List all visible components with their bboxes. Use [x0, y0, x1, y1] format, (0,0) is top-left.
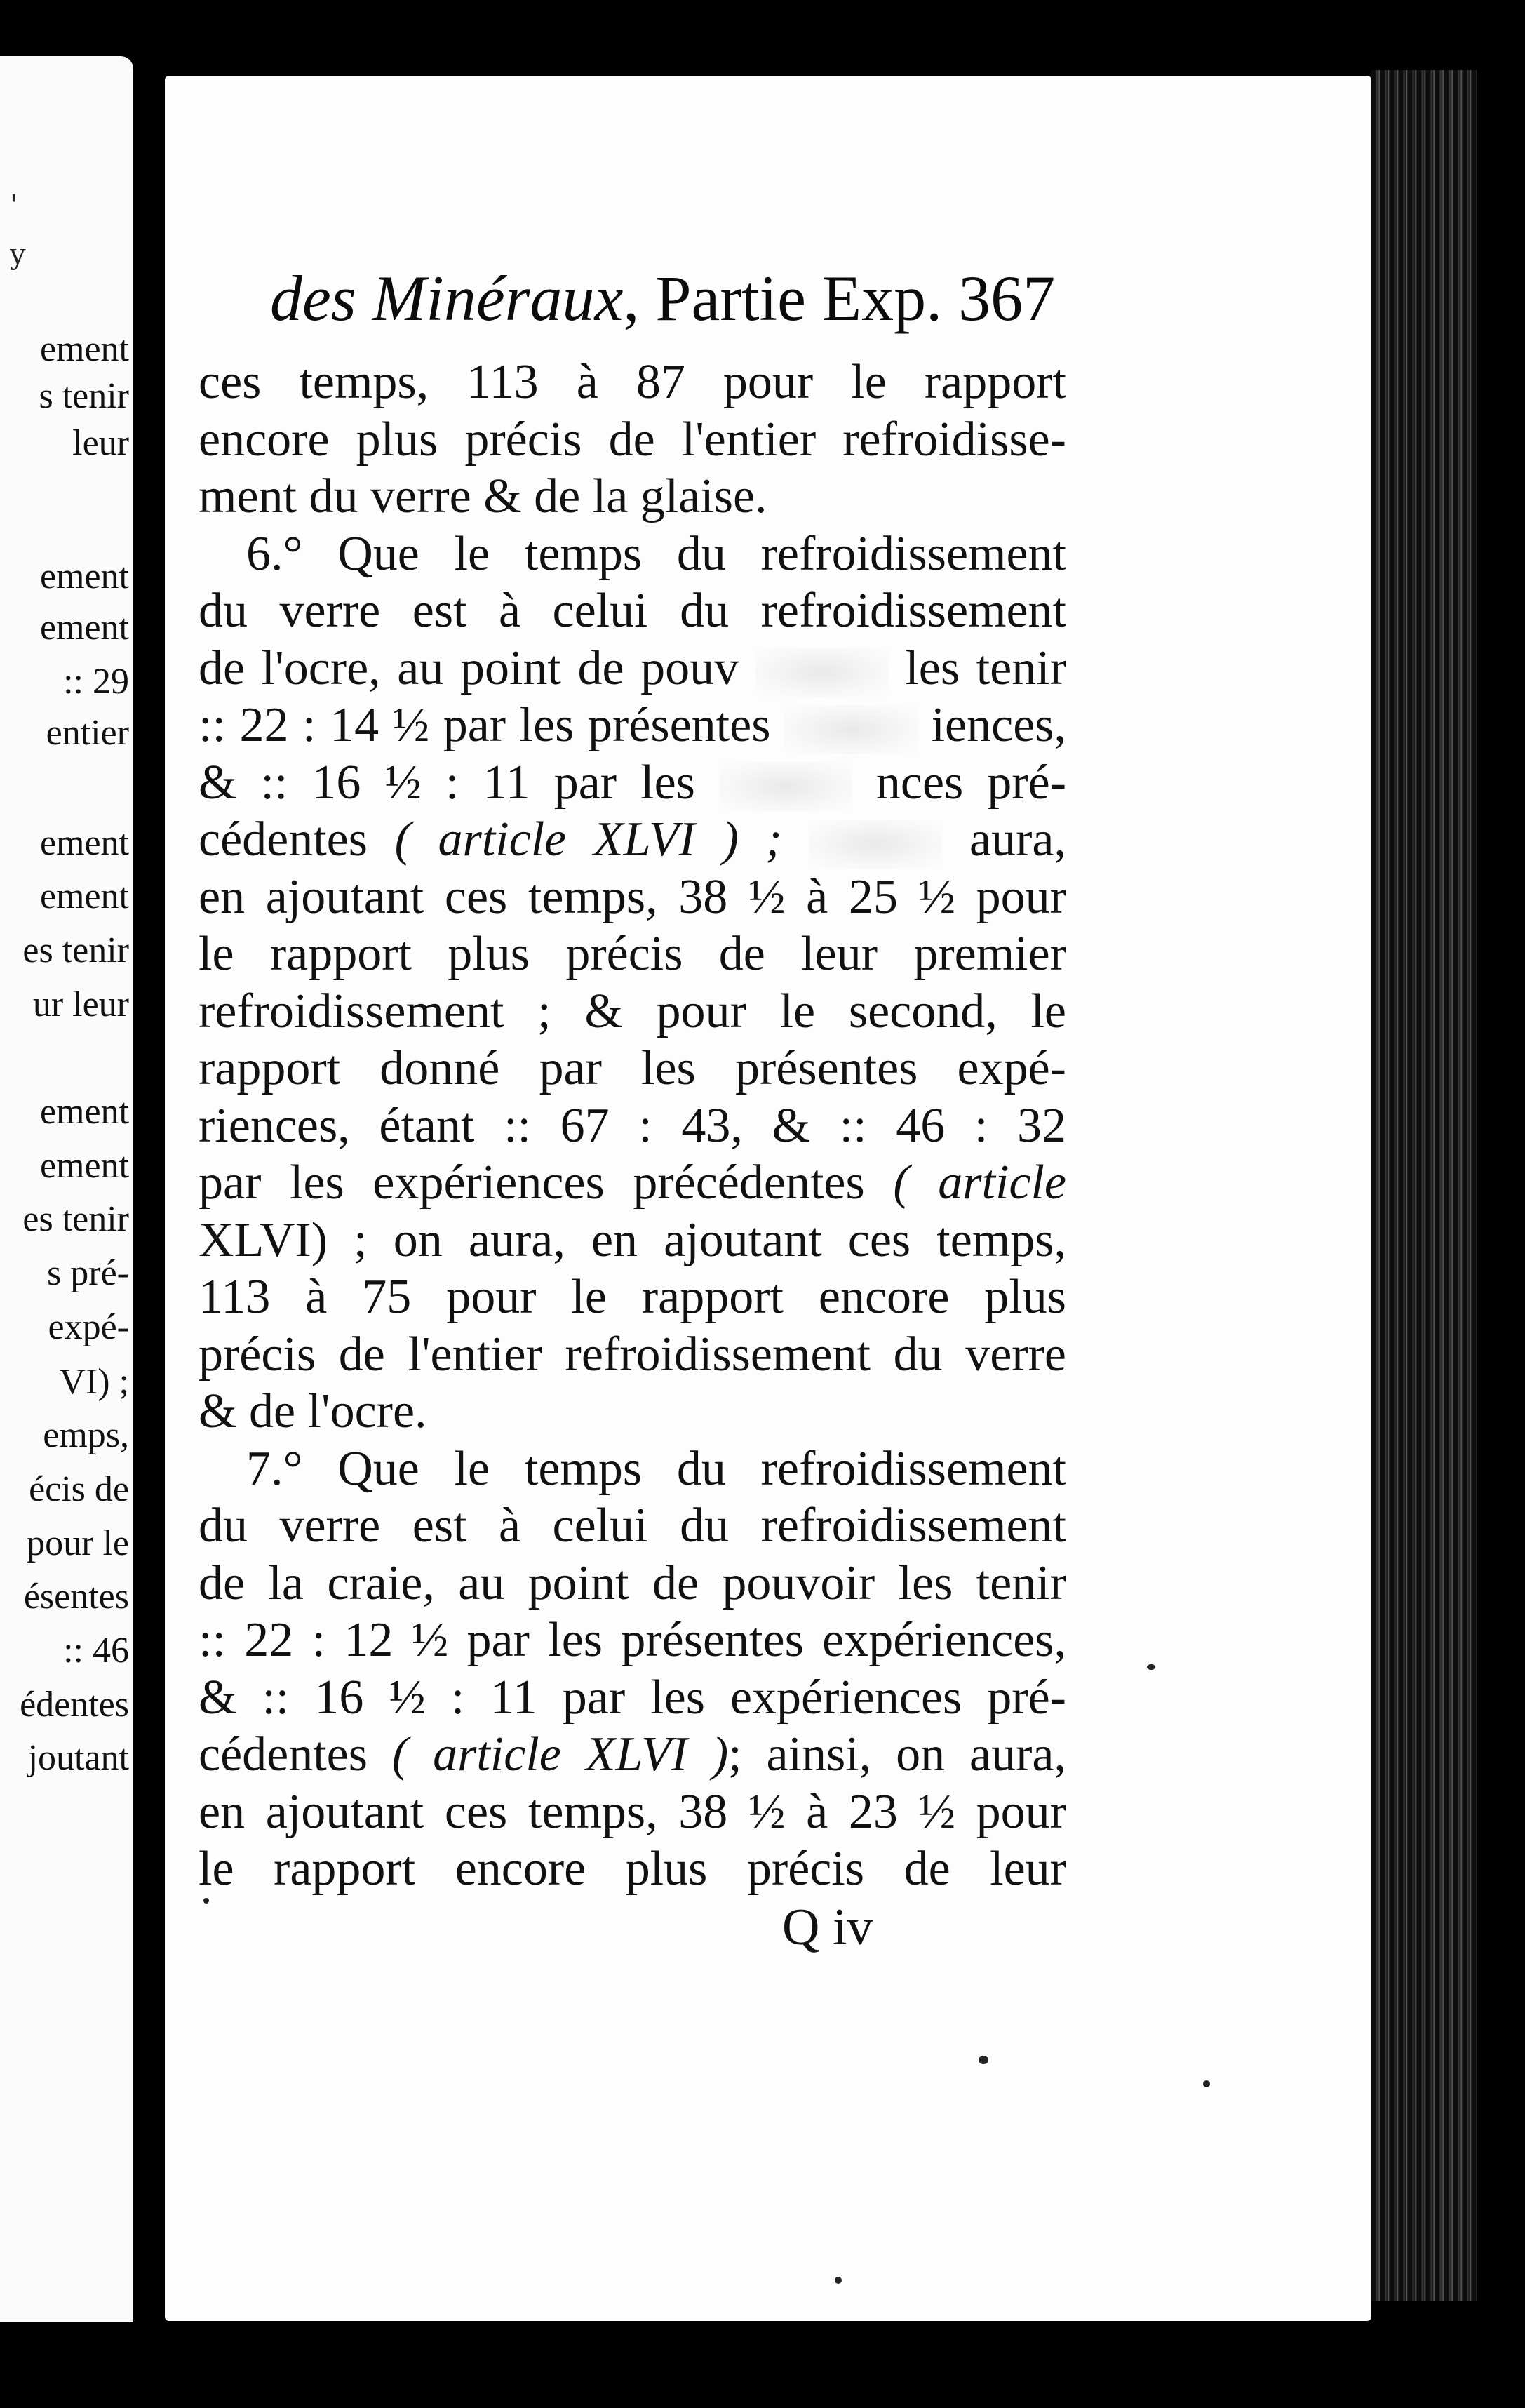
facing-line: ement — [39, 876, 129, 916]
facing-line: VI) ; — [59, 1362, 129, 1402]
text-fragment: cédentes — [199, 1727, 368, 1781]
text-fragment: nces pré- — [875, 755, 1066, 810]
text-line: de la craie, au point de pouvoir les tenir — [199, 1556, 1066, 1610]
facing-line: emps, — [43, 1415, 129, 1455]
obscured-text — [755, 648, 889, 697]
page-number: 367 — [958, 262, 1056, 334]
facing-line: :: 46 — [63, 1631, 129, 1671]
running-title: des Minéraux — [270, 262, 624, 334]
text-line: riences, étant :: 67 : 43, & :: 46 : 32 — [199, 1098, 1066, 1153]
facing-line: leur — [72, 423, 129, 463]
italic-reference: ( article XLVI ) — [391, 1727, 729, 1781]
text-line: ment du verre & de la glaise. — [199, 469, 767, 523]
text-line: & :: 16 ½ : 11 par les expériences pré- — [199, 1670, 1066, 1725]
text-line: du verre est à celui du refroidissement — [199, 1499, 1066, 1553]
facing-line: ement — [39, 608, 129, 648]
facing-line: entier — [46, 713, 129, 753]
signature-mark: Q iv — [782, 1899, 873, 1956]
facing-line: es tenir — [22, 1199, 129, 1239]
text-line — [199, 697, 1066, 755]
facing-line: ement — [39, 1146, 129, 1186]
facing-line: expé- — [48, 1307, 129, 1347]
text-line: du verre est à celui du refroidissement — [199, 584, 1066, 638]
text-line: & de l'ocre. — [199, 1384, 427, 1438]
text-line — [199, 1155, 1066, 1212]
obscured-text — [719, 762, 852, 811]
text-line: encore plus précis de l'entier refroidisse- — [199, 412, 1066, 467]
text-fragment: les tenir — [905, 641, 1066, 695]
edge-shadow — [1477, 70, 1525, 2408]
text-line: le rapport encore plus précis de leur — [199, 1842, 1066, 1896]
facing-line: ement — [39, 556, 129, 596]
text-line: le rapport plus précis de leur premier — [199, 927, 1066, 981]
scan-speck — [1147, 1664, 1155, 1670]
facing-line: es tenir — [22, 930, 129, 970]
print-mark: y — [10, 239, 26, 271]
facing-line: s tenir — [39, 376, 129, 416]
running-header — [270, 260, 1091, 337]
text-line — [199, 641, 1066, 698]
text-fragment: ; ainsi, on aura, — [728, 1727, 1067, 1781]
text-line: ces temps, 113 à 87 pour le rapport — [199, 355, 1066, 409]
text-line: :: 22 : 12 ½ par les présentes expériences, — [199, 1613, 1066, 1667]
obscured-text — [784, 705, 918, 754]
text-fragment: & :: 16 ½ : 11 par les — [199, 755, 695, 810]
text-line: 113 à 75 pour le rapport encore plus — [199, 1270, 1066, 1324]
text-line: 6.° Que le temps du refroidissement — [246, 526, 1066, 581]
facing-page-fragment — [0, 56, 133, 2322]
text-line: XLVI) ; on aura, en ajoutant ces temps, — [199, 1212, 1066, 1267]
text-line — [199, 755, 1066, 812]
text-fragment: par les expériences précédentes — [199, 1156, 865, 1210]
text-line: en ajoutant ces temps, 38 ½ à 23 ½ pour — [199, 1784, 1066, 1839]
text-fragment: iences, — [931, 698, 1067, 752]
text-fragment: aura, — [969, 812, 1066, 867]
text-line: rapport donné par les présentes expé- — [199, 1041, 1066, 1095]
facing-line: :: 29 — [63, 662, 129, 702]
text-fragment: cédentes — [199, 812, 368, 867]
scan-speck — [1203, 2080, 1210, 2087]
scan-speck — [203, 1898, 209, 1904]
facing-line: ement — [39, 329, 129, 369]
text-line: en ajoutant ces temps, 38 ½ à 25 ½ pour — [199, 869, 1066, 924]
print-mark: ' — [10, 189, 18, 222]
facing-line: édentes — [20, 1685, 129, 1725]
facing-line: ésentes — [23, 1577, 129, 1617]
italic-reference: ( article — [893, 1156, 1066, 1210]
italic-reference: ( article XLVI ) ; — [394, 812, 782, 867]
facing-line: ur leur — [32, 984, 129, 1024]
book-gutter — [133, 0, 165, 2408]
scan-speck — [979, 2056, 988, 2064]
text-line — [199, 1727, 1066, 1784]
facing-line: s pré- — [47, 1253, 129, 1293]
facing-line: pour le — [27, 1523, 129, 1563]
body-text — [199, 354, 1066, 1899]
page-edges — [1371, 70, 1477, 2301]
text-line: refroidissement ; & pour le second, le — [199, 984, 1066, 1038]
text-line: 7.° Que le temps du refroidissement — [246, 1441, 1066, 1496]
text-fragment: :: 22 : 14 ½ par les présentes — [199, 698, 771, 752]
scan-speck — [835, 2277, 842, 2284]
text-fragment: de l'ocre, au point de pouv — [199, 641, 739, 695]
obscured-text — [809, 820, 942, 869]
text-line: précis de l'entier refroidissement du verre — [199, 1327, 1066, 1382]
facing-line: joutant — [27, 1738, 129, 1778]
section-label: , Partie Exp. — [623, 262, 943, 334]
text-line — [199, 812, 1066, 869]
facing-line: écis de — [29, 1469, 129, 1509]
facing-line: ement — [39, 823, 129, 863]
facing-line: ement — [39, 1092, 129, 1132]
